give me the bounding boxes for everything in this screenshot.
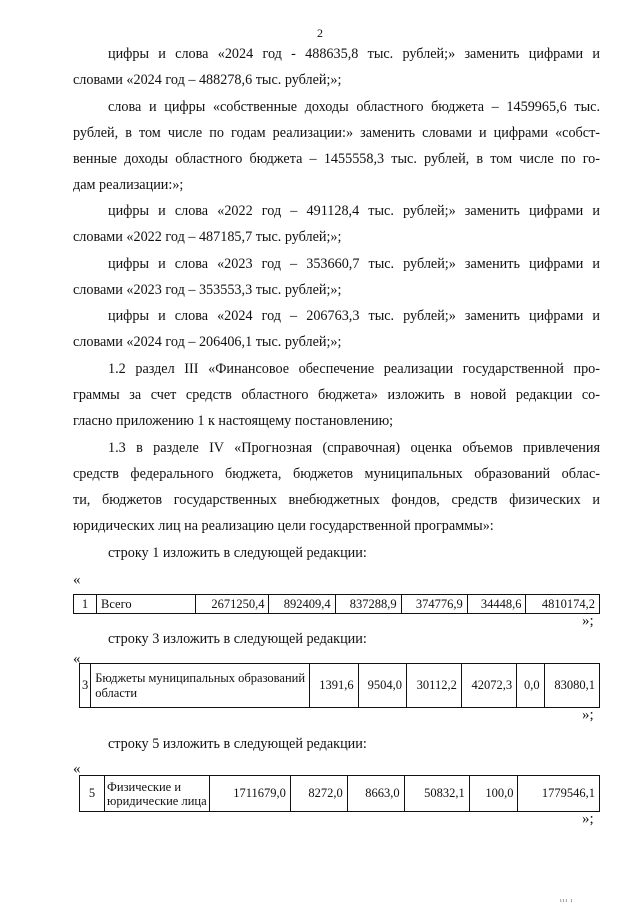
table-cell: 1 [74, 595, 97, 614]
text-line: строку 3 изложить в следующей редакции: [108, 631, 367, 647]
text-line: ти, бюджетов государственных внебюджетных фондов, средств физических и [73, 492, 600, 508]
table-cell: 4810174,2 [526, 595, 600, 614]
table-cell: 42072,3 [461, 664, 516, 708]
text-line: 1.3 в разделе IV «Прогнозная (справочная) оценка объемов привлечения [108, 440, 600, 456]
table-cell: 9504,0 [358, 664, 406, 708]
table-cell: 100,0 [469, 776, 518, 812]
text-line: цифры и слова «2024 год - 488635,8 тыс. рублей;» заменить цифрами и [108, 46, 600, 62]
table-cell: 892409,4 [269, 595, 335, 614]
table-cell: 8663,0 [347, 776, 404, 812]
table-row-3 [79, 663, 600, 708]
quote-close: »; [582, 707, 594, 723]
quote-close: »; [582, 811, 594, 827]
text-line: цифры и слова «2023 год – 353660,7 тыс. рублей;» заменить цифрами и [108, 256, 600, 272]
text-line: словами «2024 год – 488278,6 тыс. рублей;»; [73, 72, 342, 88]
text-line: граммы за счет средств областного бюджета» изложить в новой редакции со- [73, 387, 600, 403]
text-line: словами «2024 год – 206406,1 тыс. рублей;»; [73, 334, 342, 350]
text-line: словами «2023 год – 353553,3 тыс. рублей;»; [73, 282, 342, 298]
text-line: венные доходы областного бюджета – 1455558,3 тыс. рублей, в том числе по го- [73, 151, 600, 167]
page-number: 2 [317, 26, 323, 40]
text-line: дам реализации:»; [73, 177, 184, 193]
table-cell: Всего [97, 595, 196, 614]
table-cell: 0,0 [517, 664, 544, 708]
table-cell: 2671250,4 [196, 595, 269, 614]
text-line: словами «2022 год – 487185,7 тыс. рублей;»; [73, 229, 342, 245]
quote-open: « [73, 572, 81, 588]
text-line: слова и цифры «собственные доходы областного бюджета – 1459965,6 тыс. [108, 99, 600, 115]
text-line: юридических лиц на реализацию цели государственной программы»: [73, 518, 494, 534]
table-cell: 5 [80, 776, 105, 812]
table-cell: 8272,0 [290, 776, 347, 812]
quote-close: »; [582, 613, 594, 629]
table-cell: 1779546,1 [518, 776, 600, 812]
table-cell: 50832,1 [404, 776, 469, 812]
table-row-5 [79, 775, 600, 812]
table-cell: 3 [80, 664, 91, 708]
text-line: рублей, в том числе по годам реализации:» заменить словами и цифрами «собст- [73, 125, 600, 141]
text-line: гласно приложению 1 к настоящему постановлению; [73, 413, 394, 429]
table-cell: 34448,6 [467, 595, 526, 614]
table-cell: 83080,1 [544, 664, 599, 708]
text-line: цифры и слова «2024 год – 206763,3 тыс. рублей;» заменить цифрами и [108, 308, 600, 324]
quote-open: « [73, 651, 81, 667]
table-row-1 [73, 594, 600, 614]
footer-mark: ııı ı [560, 898, 574, 904]
table-cell: Физические и юридические лица [105, 776, 210, 812]
text-line: строку 5 изложить в следующей редакции: [108, 736, 367, 752]
table-cell: 837288,9 [335, 595, 401, 614]
quote-open: « [73, 761, 81, 777]
text-line: строку 1 изложить в следующей редакции: [108, 545, 367, 561]
table-cell: 1711679,0 [210, 776, 291, 812]
table-cell: 1391,6 [310, 664, 358, 708]
text-line: цифры и слова «2022 год – 491128,4 тыс. рублей;» заменить цифрами и [108, 203, 600, 219]
table-cell: 374776,9 [401, 595, 467, 614]
text-line: средств федерального бюджета, бюджетов муниципальных образований облас- [73, 466, 600, 482]
text-line: 1.2 раздел III «Финансовое обеспечение реализации государственной про- [108, 361, 600, 377]
table-cell: Бюджеты муниципальных образований области [91, 664, 310, 708]
table-cell: 30112,2 [407, 664, 462, 708]
